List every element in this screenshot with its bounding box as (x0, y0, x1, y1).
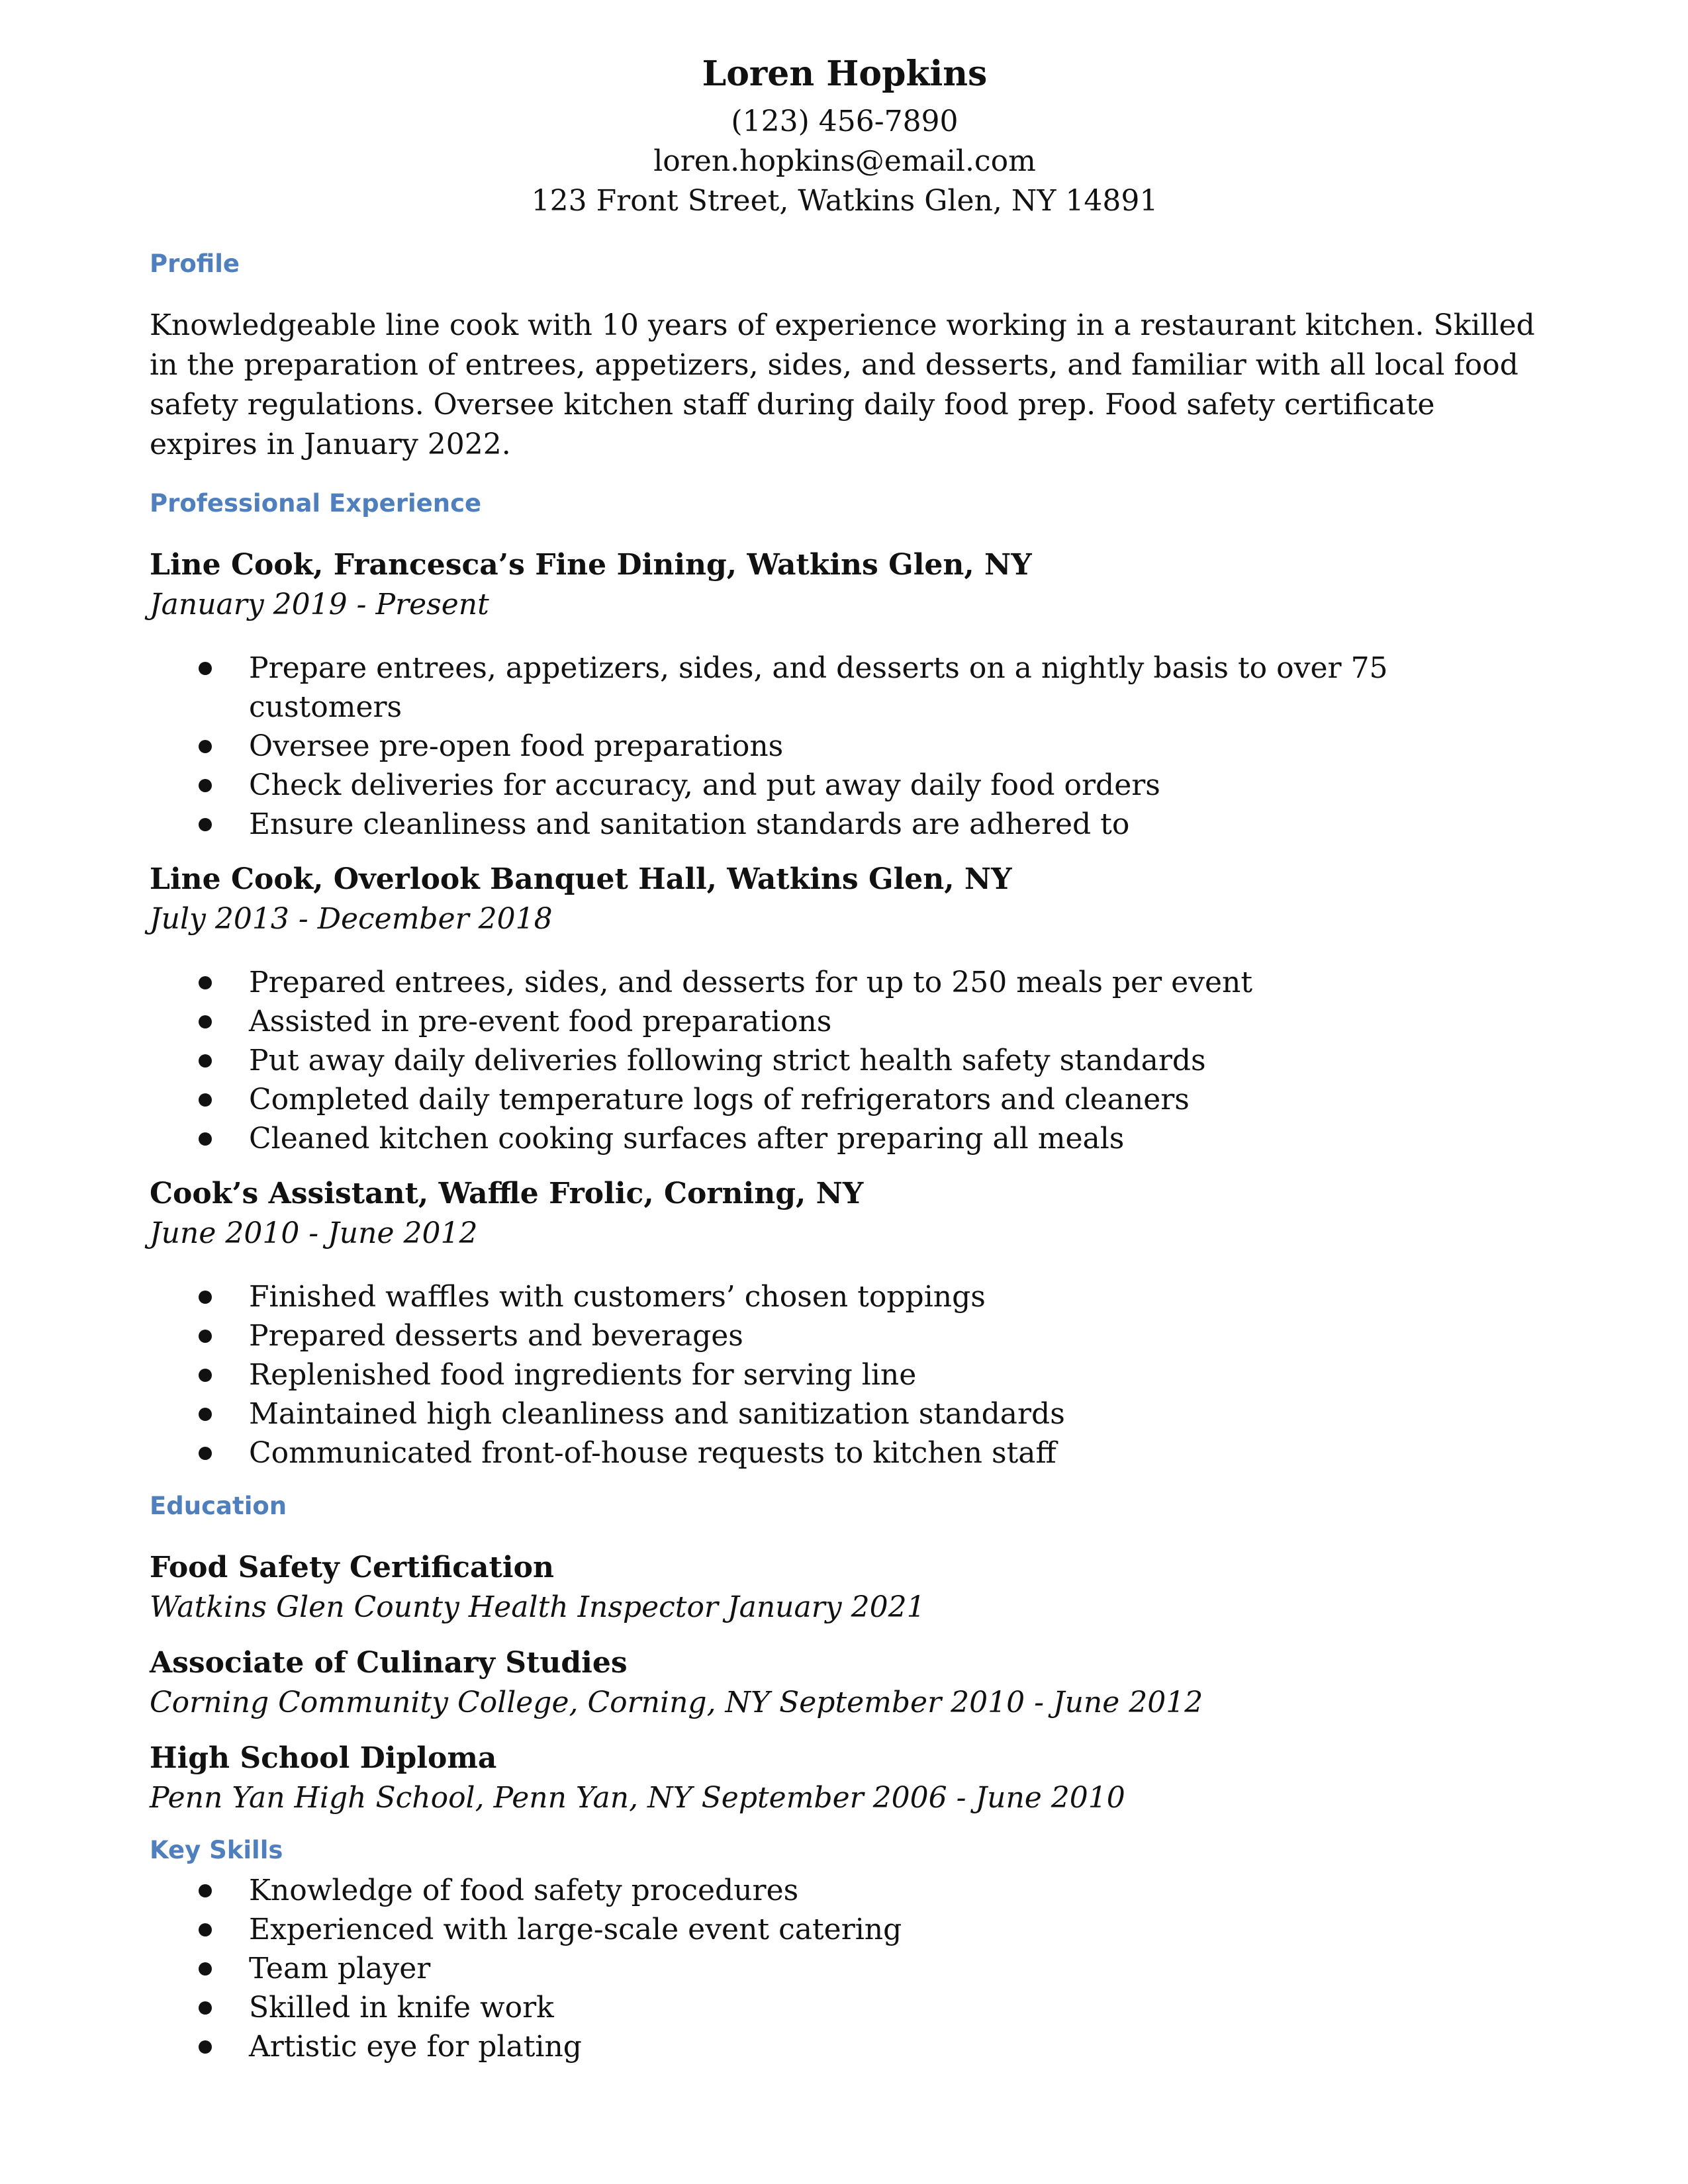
bullet-icon (199, 1330, 212, 1343)
bullet-text: Check deliveries for accuracy, and put away daily food orders (249, 768, 1160, 802)
list-item (150, 1277, 1540, 1316)
job-dates: July 2013 - December 2018 (150, 902, 553, 936)
education-entry (150, 1739, 1540, 1818)
resume-page (150, 46, 1540, 2066)
job-title: Line Cook, Overlook Banquet Hall, Watkins Glen, NY (150, 862, 1012, 896)
list-item (150, 1002, 1540, 1041)
job-bullets (150, 649, 1540, 844)
bullet-icon (199, 976, 212, 989)
phone-number: (123) 456-7890 (731, 105, 959, 138)
bullet-text: Put away daily deliveries following strict health safety standards (249, 1044, 1206, 1077)
list-item (150, 1316, 1540, 1355)
bullet-icon (199, 1408, 212, 1421)
education-entry (150, 1548, 1540, 1627)
job-entry (150, 1174, 1540, 1473)
skill-text: Experienced with large-scale event catering (249, 1913, 902, 1946)
bullet-icon (199, 818, 212, 831)
bullet-icon (199, 740, 212, 753)
list-item (150, 1080, 1540, 1119)
education-title: Associate of Culinary Studies (150, 1646, 628, 1680)
list-item (150, 1119, 1540, 1158)
job-dates: January 2019 - Present (150, 588, 489, 621)
list-item (150, 1949, 1540, 1988)
education-title: Food Safety Certification (150, 1551, 554, 1584)
bullet-text: Ensure cleanliness and sanitation standards are adhered to (249, 807, 1130, 841)
bullet-icon (199, 2040, 212, 2054)
street-address: 123 Front Street, Watkins Glen, NY 14891 (531, 184, 1158, 218)
list-item (150, 1041, 1540, 1080)
bullet-icon (199, 1015, 212, 1028)
bullet-text: Prepared desserts and beverages (249, 1319, 743, 1353)
job-bullets (150, 1277, 1540, 1473)
list-item (150, 1871, 1540, 1910)
skill-text: Skilled in knife work (249, 1991, 554, 2025)
email-address: loren.hopkins@email.com (653, 144, 1036, 178)
bullet-icon (199, 1447, 212, 1460)
list-item (150, 766, 1540, 805)
bullet-icon (199, 1962, 212, 1976)
bullet-text: Oversee pre-open food preparations (249, 729, 784, 763)
bullet-text: Communicated front-of-house requests to kitchen staff (249, 1436, 1056, 1470)
bullet-icon (199, 1054, 212, 1068)
list-item (150, 1910, 1540, 1949)
skill-text: Team player (249, 1952, 431, 1985)
bullet-text: Prepare entrees, appetizers, sides, and desserts on a nightly basis to over 75 customers (249, 651, 1388, 724)
job-title: Line Cook, Francesca’s Fine Dining, Watkins Glen, NY (150, 548, 1032, 582)
bullet-icon (199, 779, 212, 792)
education-detail: Watkins Glen County Health Inspector January 2021 (150, 1590, 925, 1624)
education-detail: Penn Yan High School, Penn Yan, NY September 2006 - June 2010 (150, 1781, 1125, 1815)
list-item (150, 805, 1540, 844)
job-dates: June 2010 - June 2012 (150, 1216, 478, 1250)
bullet-text: Maintained high cleanliness and sanitization standards (249, 1397, 1065, 1431)
skill-text: Artistic eye for plating (249, 2030, 582, 2064)
bullet-text: Replenished food ingredients for serving line (249, 1358, 917, 1392)
education-title: High School Diploma (150, 1741, 497, 1775)
candidate-name: Loren Hopkins (702, 54, 988, 94)
bullet-icon (199, 1291, 212, 1304)
bullet-icon (199, 1093, 212, 1107)
list-item (150, 1355, 1540, 1394)
bullet-icon (199, 1132, 212, 1146)
list-item (150, 963, 1540, 1002)
bullet-text: Assisted in pre-event food preparations (249, 1005, 832, 1038)
job-entry (150, 860, 1540, 1158)
bullet-icon (199, 662, 212, 675)
bullet-text: Prepared entrees, sides, and desserts for up to 250 meals per event (249, 966, 1253, 999)
list-item (150, 727, 1540, 766)
job-title: Cook’s Assistant, Waffle Frolic, Corning, NY (150, 1177, 864, 1210)
experience-heading: Professional Experience (150, 489, 482, 518)
list-item (150, 1433, 1540, 1473)
profile-summary: Knowledgeable line cook with 10 years of experience working in a restaurant kitchen. Skilled in the preparation of entrees, appetizers, sides, and desserts, and familiar with all local food safety regulations. Oversee kitchen staff during daily food prep. Food safety certificate expires in January 2022. (150, 308, 1535, 461)
skills-list (150, 1871, 1540, 2066)
list-item (150, 1988, 1540, 2027)
bullet-icon (199, 1884, 212, 1897)
bullet-text: Completed daily temperature logs of refrigerators and cleaners (249, 1083, 1190, 1116)
profile-heading: Profile (150, 250, 240, 278)
bullet-text: Cleaned kitchen cooking surfaces after preparing all meals (249, 1122, 1125, 1156)
education-entry (150, 1643, 1540, 1723)
bullet-icon (199, 2001, 212, 2015)
list-item (150, 649, 1540, 727)
bullet-text: Finished waffles with customers’ chosen toppings (249, 1280, 986, 1314)
job-bullets (150, 963, 1540, 1158)
bullet-icon (199, 1923, 212, 1936)
education-heading: Education (150, 1492, 287, 1520)
bullet-icon (199, 1369, 212, 1382)
list-item (150, 2027, 1540, 2066)
resume-header (150, 46, 1540, 221)
skills-heading: Key Skills (150, 1836, 283, 1864)
skill-text: Knowledge of food safety procedures (249, 1874, 799, 1907)
education-detail: Corning Community College, Corning, NY September 2010 - June 2012 (150, 1686, 1203, 1719)
list-item (150, 1394, 1540, 1433)
job-entry (150, 545, 1540, 844)
